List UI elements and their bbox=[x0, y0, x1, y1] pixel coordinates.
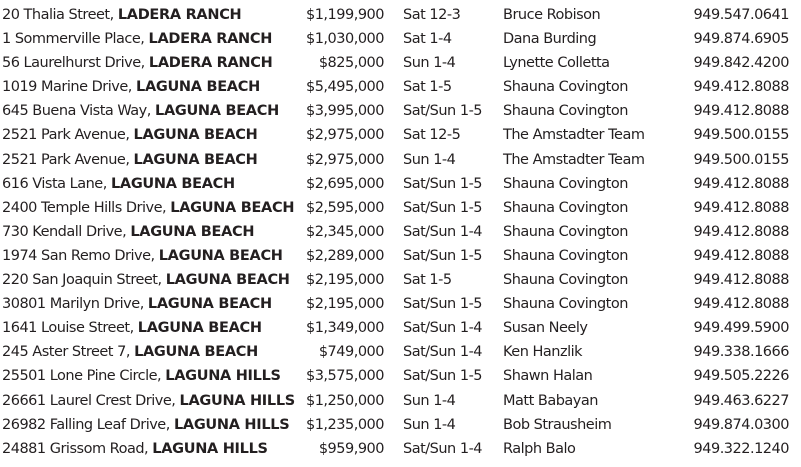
listing-address bbox=[2, 340, 258, 364]
listing-phone: 949.874.0300 bbox=[693, 416, 789, 433]
listing-agent: Shauna Covington bbox=[503, 272, 628, 289]
listing-phone: 949.499.5900 bbox=[693, 320, 789, 337]
listing-open-house-time: Sun 1-4 bbox=[403, 151, 456, 168]
listing-street: 616 Vista Lane, bbox=[2, 175, 111, 192]
listing-street: 56 Laurelhurst Drive, bbox=[2, 55, 149, 72]
listing-agent: The Amstadter Team bbox=[503, 127, 645, 144]
listing-row bbox=[0, 27, 801, 51]
listing-price: $2,195,000 bbox=[305, 296, 384, 313]
listing-agent: Shauna Covington bbox=[503, 199, 628, 216]
listing-city: LADERA RANCH bbox=[148, 55, 273, 72]
listing-price: $1,235,000 bbox=[305, 416, 384, 433]
listing-price: $3,995,000 bbox=[305, 103, 384, 120]
listing-agent: Shauna Covington bbox=[503, 79, 628, 96]
listing-open-house-time: Sun 1-4 bbox=[403, 55, 456, 72]
listing-address bbox=[2, 123, 257, 147]
listing-open-house-time: Sat 1-5 bbox=[403, 79, 452, 96]
listing-open-house-time: Sat/Sun 1-5 bbox=[403, 368, 483, 385]
listing-phone: 949.322.1240 bbox=[693, 440, 789, 457]
listing-phone: 949.500.0155 bbox=[693, 127, 789, 144]
listing-agent: Shauna Covington bbox=[503, 175, 628, 192]
listing-street: 245 Aster Street 7, bbox=[2, 344, 135, 361]
listing-phone: 949.412.8088 bbox=[693, 79, 789, 96]
listing-street: 1 Sommerville Place, bbox=[2, 31, 149, 48]
listing-phone: 949.505.2226 bbox=[693, 368, 789, 385]
listing-city: LAGUNA HILLS bbox=[152, 440, 268, 457]
listing-price: $1,199,900 bbox=[305, 7, 384, 23]
listing-phone: 949.412.8088 bbox=[693, 175, 789, 192]
listing-address bbox=[2, 3, 241, 27]
listing-address bbox=[2, 292, 272, 316]
listing-row bbox=[0, 3, 801, 27]
listing-open-house-time: Sun 1-4 bbox=[403, 392, 456, 409]
listing-street: 26661 Laurel Crest Drive, bbox=[2, 392, 180, 409]
listing-open-house-time: Sat/Sun 1-4 bbox=[403, 344, 483, 361]
listing-row bbox=[0, 220, 801, 244]
listing-open-house-time: Sat 1-4 bbox=[403, 31, 452, 48]
listing-street: 20 Thalia Street, bbox=[2, 7, 118, 23]
listing-row bbox=[0, 364, 801, 388]
listing-price: $1,030,000 bbox=[305, 31, 384, 48]
listing-city: LAGUNA BEACH bbox=[137, 320, 262, 337]
listing-agent: Lynette Colletta bbox=[503, 55, 610, 72]
listing-address bbox=[2, 316, 262, 340]
listing-price: $959,900 bbox=[318, 440, 384, 457]
listing-address bbox=[2, 148, 257, 172]
listing-price: $2,695,000 bbox=[305, 175, 384, 192]
listing-street: 1019 Marine Drive, bbox=[2, 79, 136, 96]
listing-open-house-time: Sat/Sun 1-5 bbox=[403, 247, 483, 264]
listing-city: LAGUNA BEACH bbox=[134, 344, 258, 361]
listing-open-house-time: Sat/Sun 1-4 bbox=[403, 320, 483, 337]
listing-address bbox=[2, 244, 283, 268]
listing-open-house-time: Sat 12-5 bbox=[403, 127, 461, 144]
listing-open-house-time: Sat/Sun 1-5 bbox=[403, 199, 483, 216]
listing-address bbox=[2, 27, 272, 51]
listing-row bbox=[0, 196, 801, 220]
listing-open-house-time: Sat/Sun 1-5 bbox=[403, 296, 483, 313]
listing-phone: 949.412.8088 bbox=[693, 223, 789, 240]
listing-price: $2,595,000 bbox=[305, 199, 384, 216]
listing-address bbox=[2, 437, 268, 461]
listing-city: LAGUNA BEACH bbox=[130, 223, 255, 240]
listing-phone: 949.842.4200 bbox=[693, 55, 789, 72]
listing-open-house-time: Sat/Sun 1-5 bbox=[403, 175, 483, 192]
listing-street: 645 Buena Vista Way, bbox=[2, 103, 155, 120]
open-house-listings bbox=[0, 3, 801, 461]
listing-agent: Shauna Covington bbox=[503, 296, 628, 313]
listing-open-house-time: Sat/Sun 1-5 bbox=[403, 103, 483, 120]
listing-price: $1,349,000 bbox=[305, 320, 384, 337]
listing-row bbox=[0, 292, 801, 316]
listing-street: 24881 Grissom Road, bbox=[2, 440, 153, 457]
listing-city: LAGUNA BEACH bbox=[155, 103, 279, 120]
listing-row bbox=[0, 268, 801, 292]
listing-price: $1,250,000 bbox=[305, 392, 384, 409]
listing-city: LAGUNA BEACH bbox=[147, 296, 272, 313]
listing-city: LAGUNA BEACH bbox=[170, 199, 295, 216]
listing-city: LAGUNA BEACH bbox=[133, 151, 258, 168]
listing-street: 2521 Park Avenue, bbox=[2, 127, 134, 144]
listing-price: $5,495,000 bbox=[305, 79, 384, 96]
listing-city: LAGUNA BEACH bbox=[110, 175, 235, 192]
listing-row bbox=[0, 99, 801, 123]
listing-row bbox=[0, 413, 801, 437]
listing-street: 25501 Lone Pine Circle, bbox=[2, 368, 166, 385]
listing-address bbox=[2, 99, 279, 123]
listing-row bbox=[0, 51, 801, 75]
listing-street: 2400 Temple Hills Drive, bbox=[2, 199, 171, 216]
listing-row bbox=[0, 244, 801, 268]
listing-row bbox=[0, 123, 801, 147]
listing-address bbox=[2, 51, 272, 75]
listing-street: 2521 Park Avenue, bbox=[2, 151, 134, 168]
listing-phone: 949.412.8088 bbox=[693, 296, 789, 313]
listing-agent: Shauna Covington bbox=[503, 247, 628, 264]
listing-street: 1641 Louise Street, bbox=[2, 320, 138, 337]
listing-row bbox=[0, 389, 801, 413]
listing-price: $2,195,000 bbox=[305, 272, 384, 289]
listing-city: LAGUNA BEACH bbox=[158, 247, 283, 264]
listing-street: 220 San Joaquin Street, bbox=[2, 272, 166, 289]
listing-price: $2,975,000 bbox=[305, 127, 384, 144]
listing-city: LAGUNA HILLS bbox=[165, 368, 281, 385]
listing-phone: 949.412.8088 bbox=[693, 272, 789, 289]
listing-address bbox=[2, 268, 290, 292]
listing-phone: 949.500.0155 bbox=[693, 151, 789, 168]
listing-row bbox=[0, 437, 801, 461]
listing-row bbox=[0, 340, 801, 364]
listing-agent: Ken Hanzlik bbox=[503, 344, 583, 361]
listing-row bbox=[0, 75, 801, 99]
listing-row bbox=[0, 148, 801, 172]
listing-open-house-time: Sun 1-4 bbox=[403, 416, 456, 433]
listing-phone: 949.338.1666 bbox=[693, 344, 789, 361]
listing-address bbox=[2, 75, 260, 99]
listing-phone: 949.874.6905 bbox=[693, 31, 789, 48]
listing-city: LAGUNA HILLS bbox=[173, 416, 290, 433]
listing-city: LADERA RANCH bbox=[148, 31, 273, 48]
listing-address bbox=[2, 364, 281, 388]
listing-agent: Shauna Covington bbox=[503, 103, 628, 120]
listing-phone: 949.547.0641 bbox=[693, 7, 789, 23]
listing-open-house-time: Sat 12-3 bbox=[403, 7, 461, 23]
listing-open-house-time: Sat/Sun 1-4 bbox=[403, 223, 483, 240]
listing-agent: Bruce Robison bbox=[503, 7, 601, 23]
listing-row bbox=[0, 172, 801, 196]
listing-agent: Bob Strausheim bbox=[503, 416, 612, 433]
listing-row bbox=[0, 316, 801, 340]
listing-agent: The Amstadter Team bbox=[503, 151, 645, 168]
listing-agent: Shawn Halan bbox=[503, 368, 593, 385]
listing-city: LAGUNA BEACH bbox=[136, 79, 260, 96]
listing-street: 1974 San Remo Drive, bbox=[2, 247, 159, 264]
listing-address bbox=[2, 220, 254, 244]
listing-open-house-time: Sat/Sun 1-4 bbox=[403, 440, 483, 457]
listing-agent: Susan Neely bbox=[503, 320, 588, 337]
listing-open-house-time: Sat 1-5 bbox=[403, 272, 452, 289]
listing-phone: 949.412.8088 bbox=[693, 199, 789, 216]
listing-price: $749,000 bbox=[318, 344, 384, 361]
listing-phone: 949.412.8088 bbox=[693, 103, 789, 120]
listing-address bbox=[2, 196, 294, 220]
listing-street: 730 Kendall Drive, bbox=[2, 223, 131, 240]
listing-city: LADERA RANCH bbox=[117, 7, 242, 23]
listing-city: LAGUNA BEACH bbox=[133, 127, 258, 144]
listing-price: $2,975,000 bbox=[305, 151, 384, 168]
listing-price: $2,345,000 bbox=[305, 223, 384, 240]
listing-city: LAGUNA HILLS bbox=[179, 392, 295, 409]
listing-agent: Matt Babayan bbox=[503, 392, 598, 409]
listing-city: LAGUNA BEACH bbox=[165, 272, 290, 289]
listing-agent: Dana Burding bbox=[503, 31, 597, 48]
listing-phone: 949.412.8088 bbox=[693, 247, 789, 264]
listing-street: 30801 Marilyn Drive, bbox=[2, 296, 148, 313]
listing-price: $2,289,000 bbox=[305, 247, 384, 264]
listing-phone: 949.463.6227 bbox=[693, 392, 789, 409]
listing-address bbox=[2, 389, 295, 413]
listing-price: $3,575,000 bbox=[305, 368, 384, 385]
listing-agent: Shauna Covington bbox=[503, 223, 628, 240]
listing-address bbox=[2, 172, 235, 196]
listing-street: 26982 Falling Leaf Drive, bbox=[2, 416, 174, 433]
listing-price: $825,000 bbox=[318, 55, 384, 72]
listing-address bbox=[2, 413, 289, 437]
listing-agent: Ralph Balo bbox=[503, 440, 576, 457]
